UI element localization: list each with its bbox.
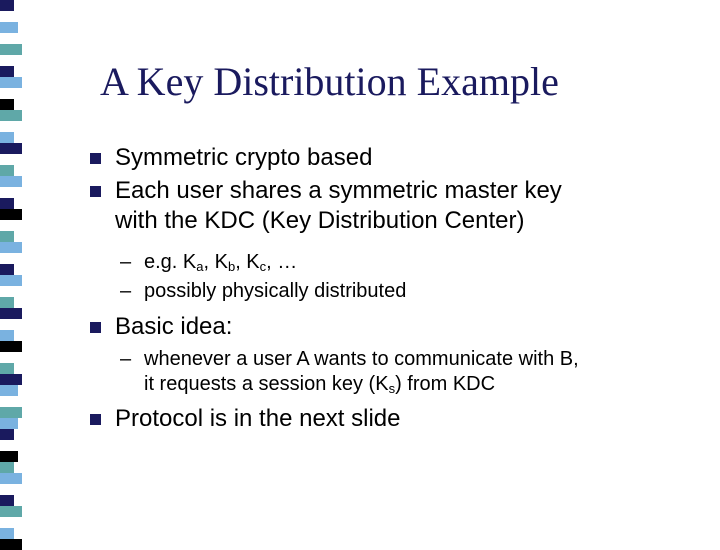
stripe-block	[0, 0, 14, 11]
stripe-block	[0, 187, 18, 198]
bullet-protocol-next-slide: Protocol is in the next slide	[115, 405, 401, 432]
bullet-master-key-line2: with the KDC (Key Distribution Center)	[115, 207, 525, 234]
stripe-block	[0, 154, 18, 165]
stripe-block	[0, 110, 22, 121]
stripe-block	[0, 33, 14, 44]
stripe-block	[0, 462, 14, 473]
stripe-block	[0, 165, 14, 176]
stripe-block	[0, 132, 14, 143]
stripe-block	[0, 440, 22, 451]
sub-bullet-idea-line2: it requests a session key $(K_s)$ from KDC	[144, 373, 496, 396]
sub-bullet-physically-distributed: possibly physically distributed	[144, 280, 407, 302]
stripe-block	[0, 22, 18, 33]
stripe-block	[0, 363, 14, 374]
stripe-block	[0, 352, 18, 363]
dash-marker: –	[120, 251, 132, 273]
stripe-block	[0, 209, 22, 220]
bullet-symmetric-crypto: Symmetric crypto based	[115, 144, 373, 171]
bullet-marker	[90, 322, 101, 333]
bullet-basic-idea: Basic idea:	[115, 313, 233, 340]
stripe-block	[0, 495, 14, 506]
stripe-block	[0, 484, 18, 495]
stripe-block	[0, 264, 14, 275]
sub-bullet-idea-line1: whenever a user A wants to communicate with B,	[144, 348, 579, 370]
stripe-block	[0, 539, 22, 550]
stripe-block	[0, 88, 18, 99]
stripe-block	[0, 143, 22, 154]
stripe-block	[0, 528, 14, 539]
stripe-block	[0, 77, 22, 88]
stripe-block	[0, 451, 18, 462]
stripe-block	[0, 374, 22, 385]
sub-bullet-example-keys: e.g. $K_a$, $K_b$, $K_c$, …	[144, 251, 298, 274]
stripe-block	[0, 253, 18, 264]
stripe-block	[0, 308, 22, 319]
stripe-block	[0, 66, 14, 77]
stripe-block	[0, 220, 18, 231]
stripe-block	[0, 176, 22, 187]
stripe-block	[0, 44, 22, 55]
stripe-block	[0, 198, 14, 209]
stripe-block	[0, 506, 22, 517]
stripe-block	[0, 319, 18, 330]
slide-title: A Key Distribution Example	[100, 59, 559, 104]
stripe-block	[0, 11, 22, 22]
stripe-block	[0, 407, 22, 418]
stripe-block	[0, 473, 22, 484]
stripe-block	[0, 55, 18, 66]
stripe-block	[0, 517, 18, 528]
stripe-block	[0, 99, 14, 110]
stripe-block	[0, 242, 22, 253]
stripe-block	[0, 275, 22, 286]
stripe-block	[0, 286, 18, 297]
decorative-side-stripe	[0, 0, 26, 540]
stripe-block	[0, 385, 18, 396]
stripe-block	[0, 429, 14, 440]
stripe-block	[0, 396, 14, 407]
bullet-marker	[90, 186, 101, 197]
stripe-block	[0, 231, 14, 242]
dash-marker: –	[120, 280, 132, 302]
stripe-block	[0, 341, 22, 352]
stripe-block	[0, 418, 18, 429]
stripe-block	[0, 297, 14, 308]
bullet-marker	[90, 414, 101, 425]
dash-marker: –	[120, 348, 132, 370]
stripe-block	[0, 121, 18, 132]
bullet-marker	[90, 153, 101, 164]
bullet-master-key-line1: Each user shares a symmetric master key	[115, 177, 562, 204]
stripe-block	[0, 330, 14, 341]
